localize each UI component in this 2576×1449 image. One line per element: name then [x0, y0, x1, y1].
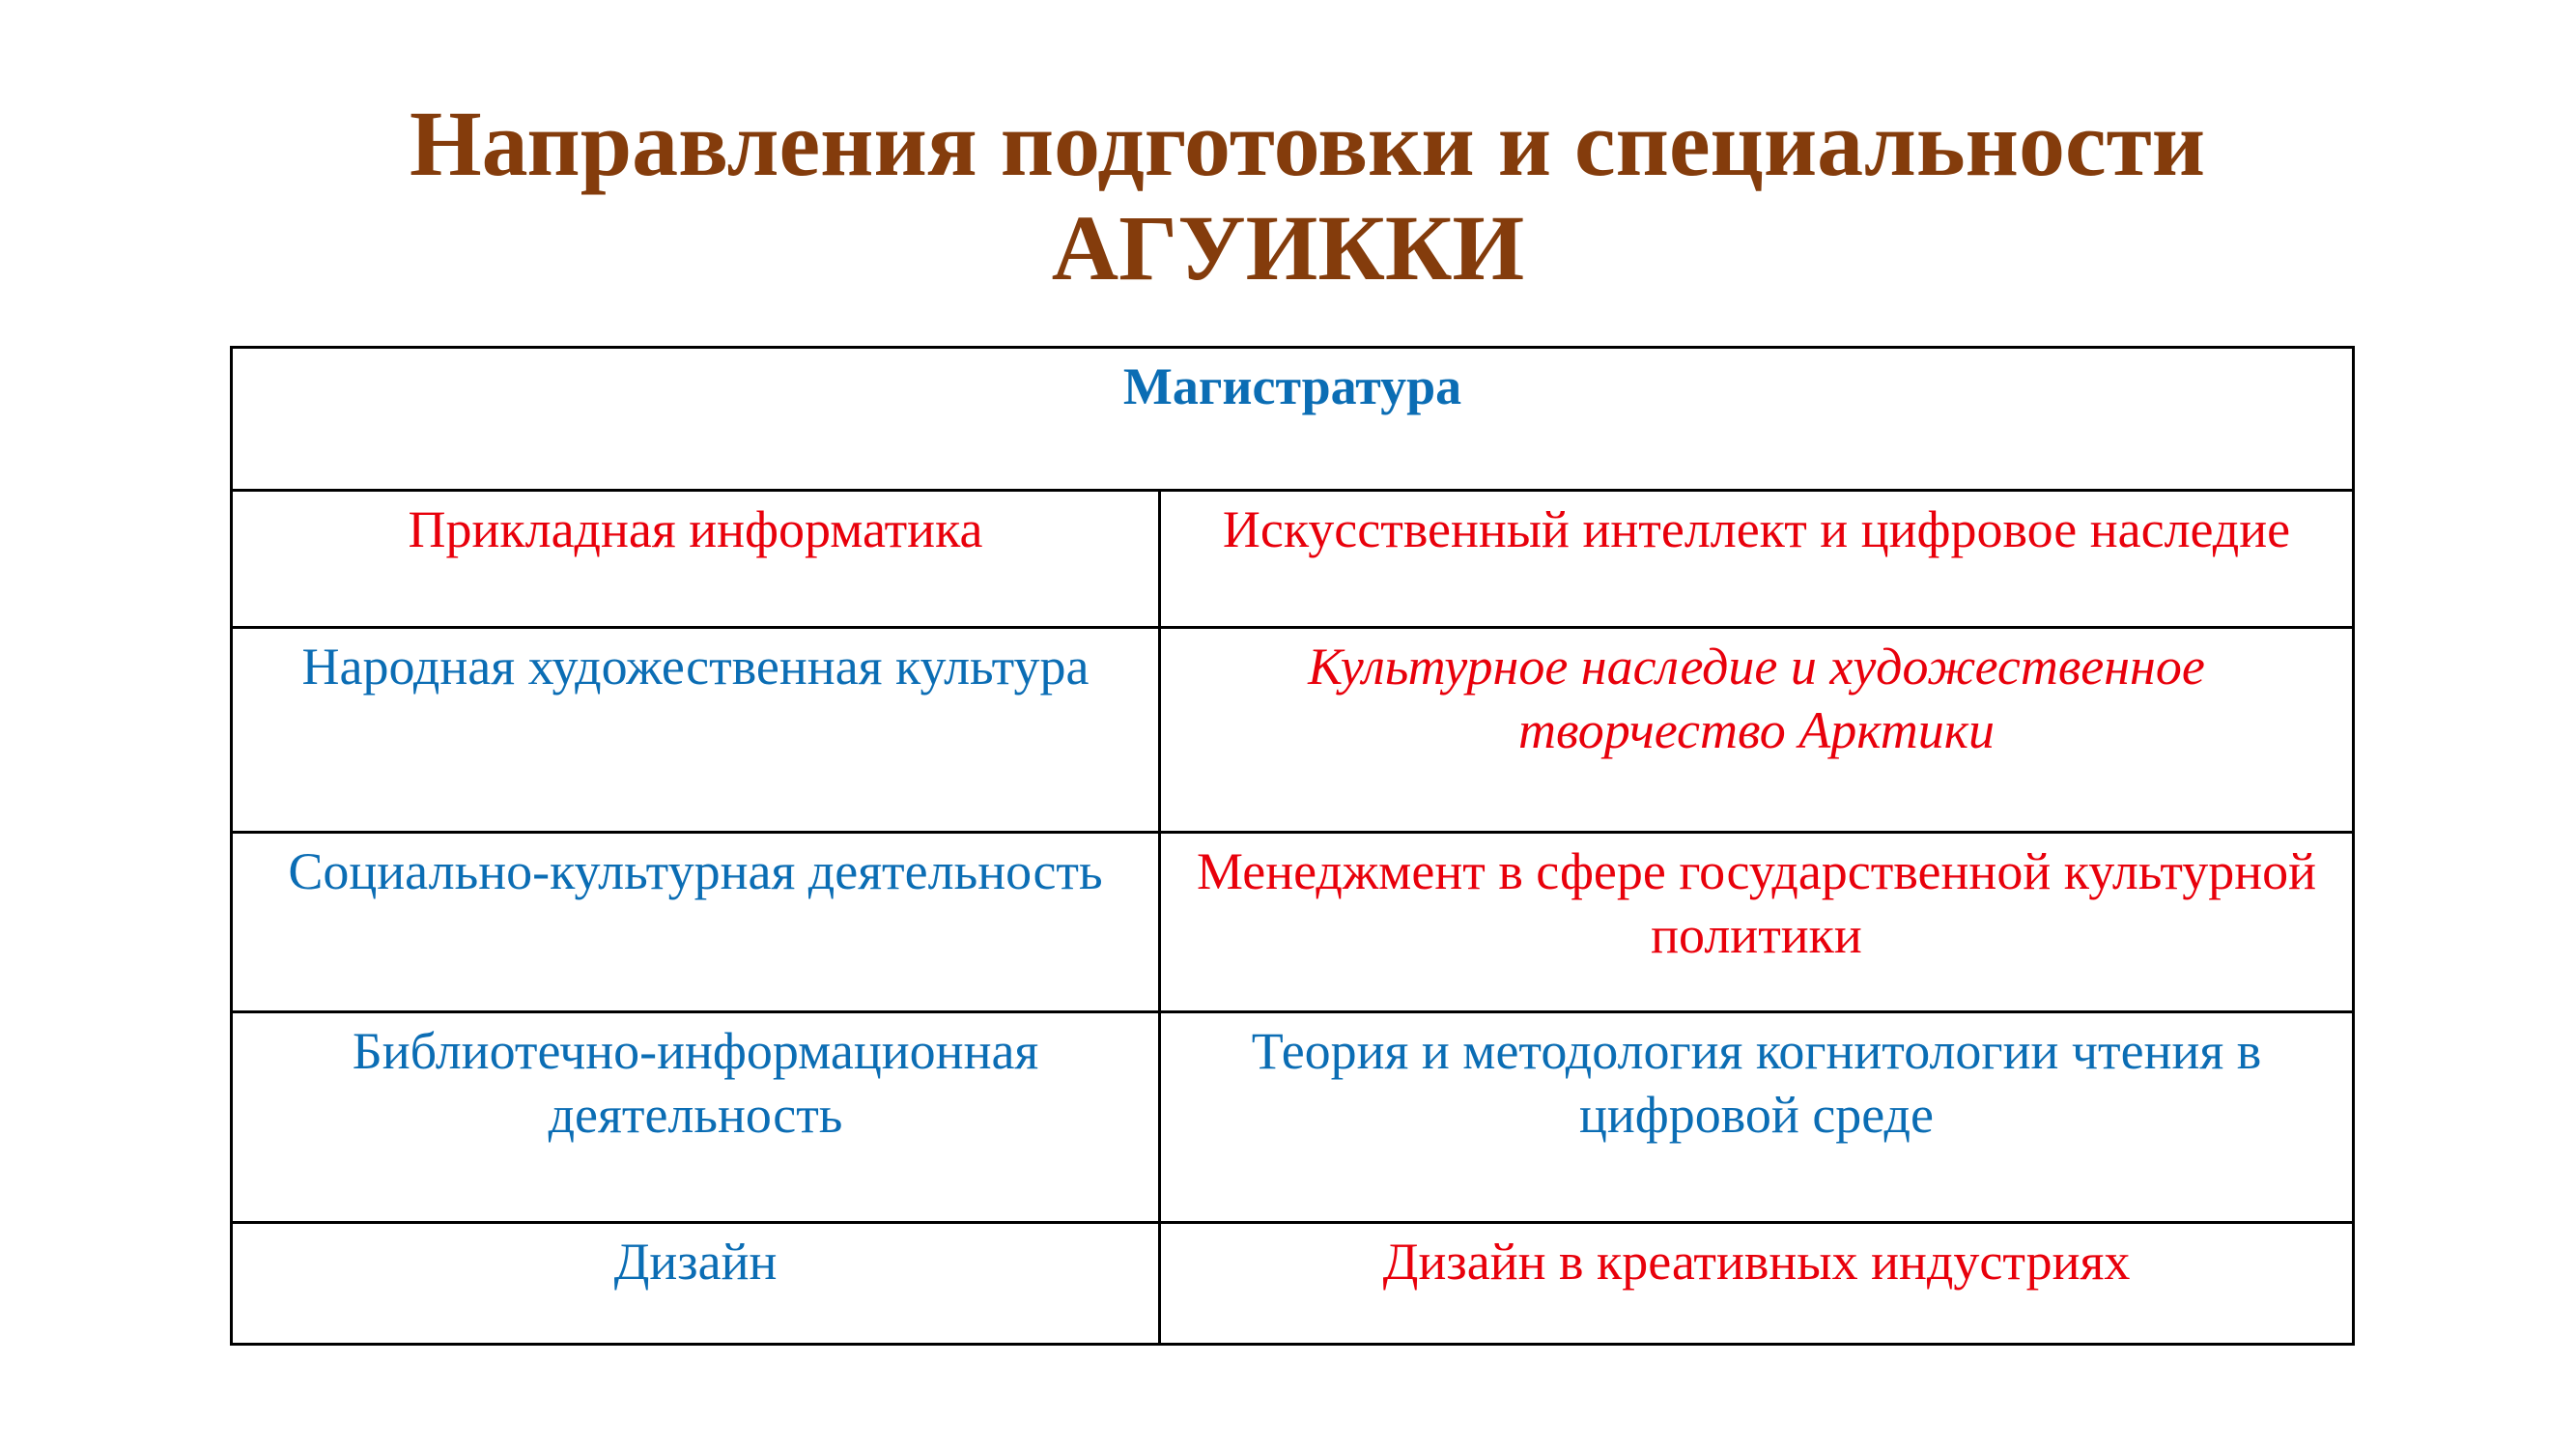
- table-header-magistratura: Магистратура: [232, 348, 2354, 491]
- table-row: [232, 833, 2354, 1012]
- title-line-1: Направления подготовки и специальности: [409, 92, 2206, 195]
- table-row: [232, 491, 2354, 628]
- table-cell-left: Дизайн: [232, 1223, 1160, 1345]
- table-cell-left: Социально-культурная деятельность: [232, 833, 1160, 1012]
- title-line-2: АГУИККИ: [1051, 196, 1525, 299]
- page-title: [0, 92, 2576, 300]
- table-cell-right: Дизайн в креативных индустриях: [1160, 1223, 2354, 1345]
- table-cell-left: Прикладная информатика: [232, 491, 1160, 628]
- table-cell-right: Менеджмент в сфере государственной культурной политики: [1160, 833, 2354, 1012]
- table-row: [232, 628, 2354, 833]
- table-row: [232, 1012, 2354, 1223]
- table-row: [232, 1223, 2354, 1345]
- table-cell-left: Народная художественная культура: [232, 628, 1160, 833]
- table-cell-right: Культурное наследие и художественное творчество Арктики: [1160, 628, 2354, 833]
- table-cell-right: Теория и методология когнитологии чтения в цифровой среде: [1160, 1012, 2354, 1223]
- table-cell-left: Библиотечно-информационная деятельность: [232, 1012, 1160, 1223]
- table-header-row: [232, 348, 2354, 491]
- table-cell-right: Искусственный интеллект и цифровое наследие: [1160, 491, 2354, 628]
- programs-table: [230, 346, 2355, 1346]
